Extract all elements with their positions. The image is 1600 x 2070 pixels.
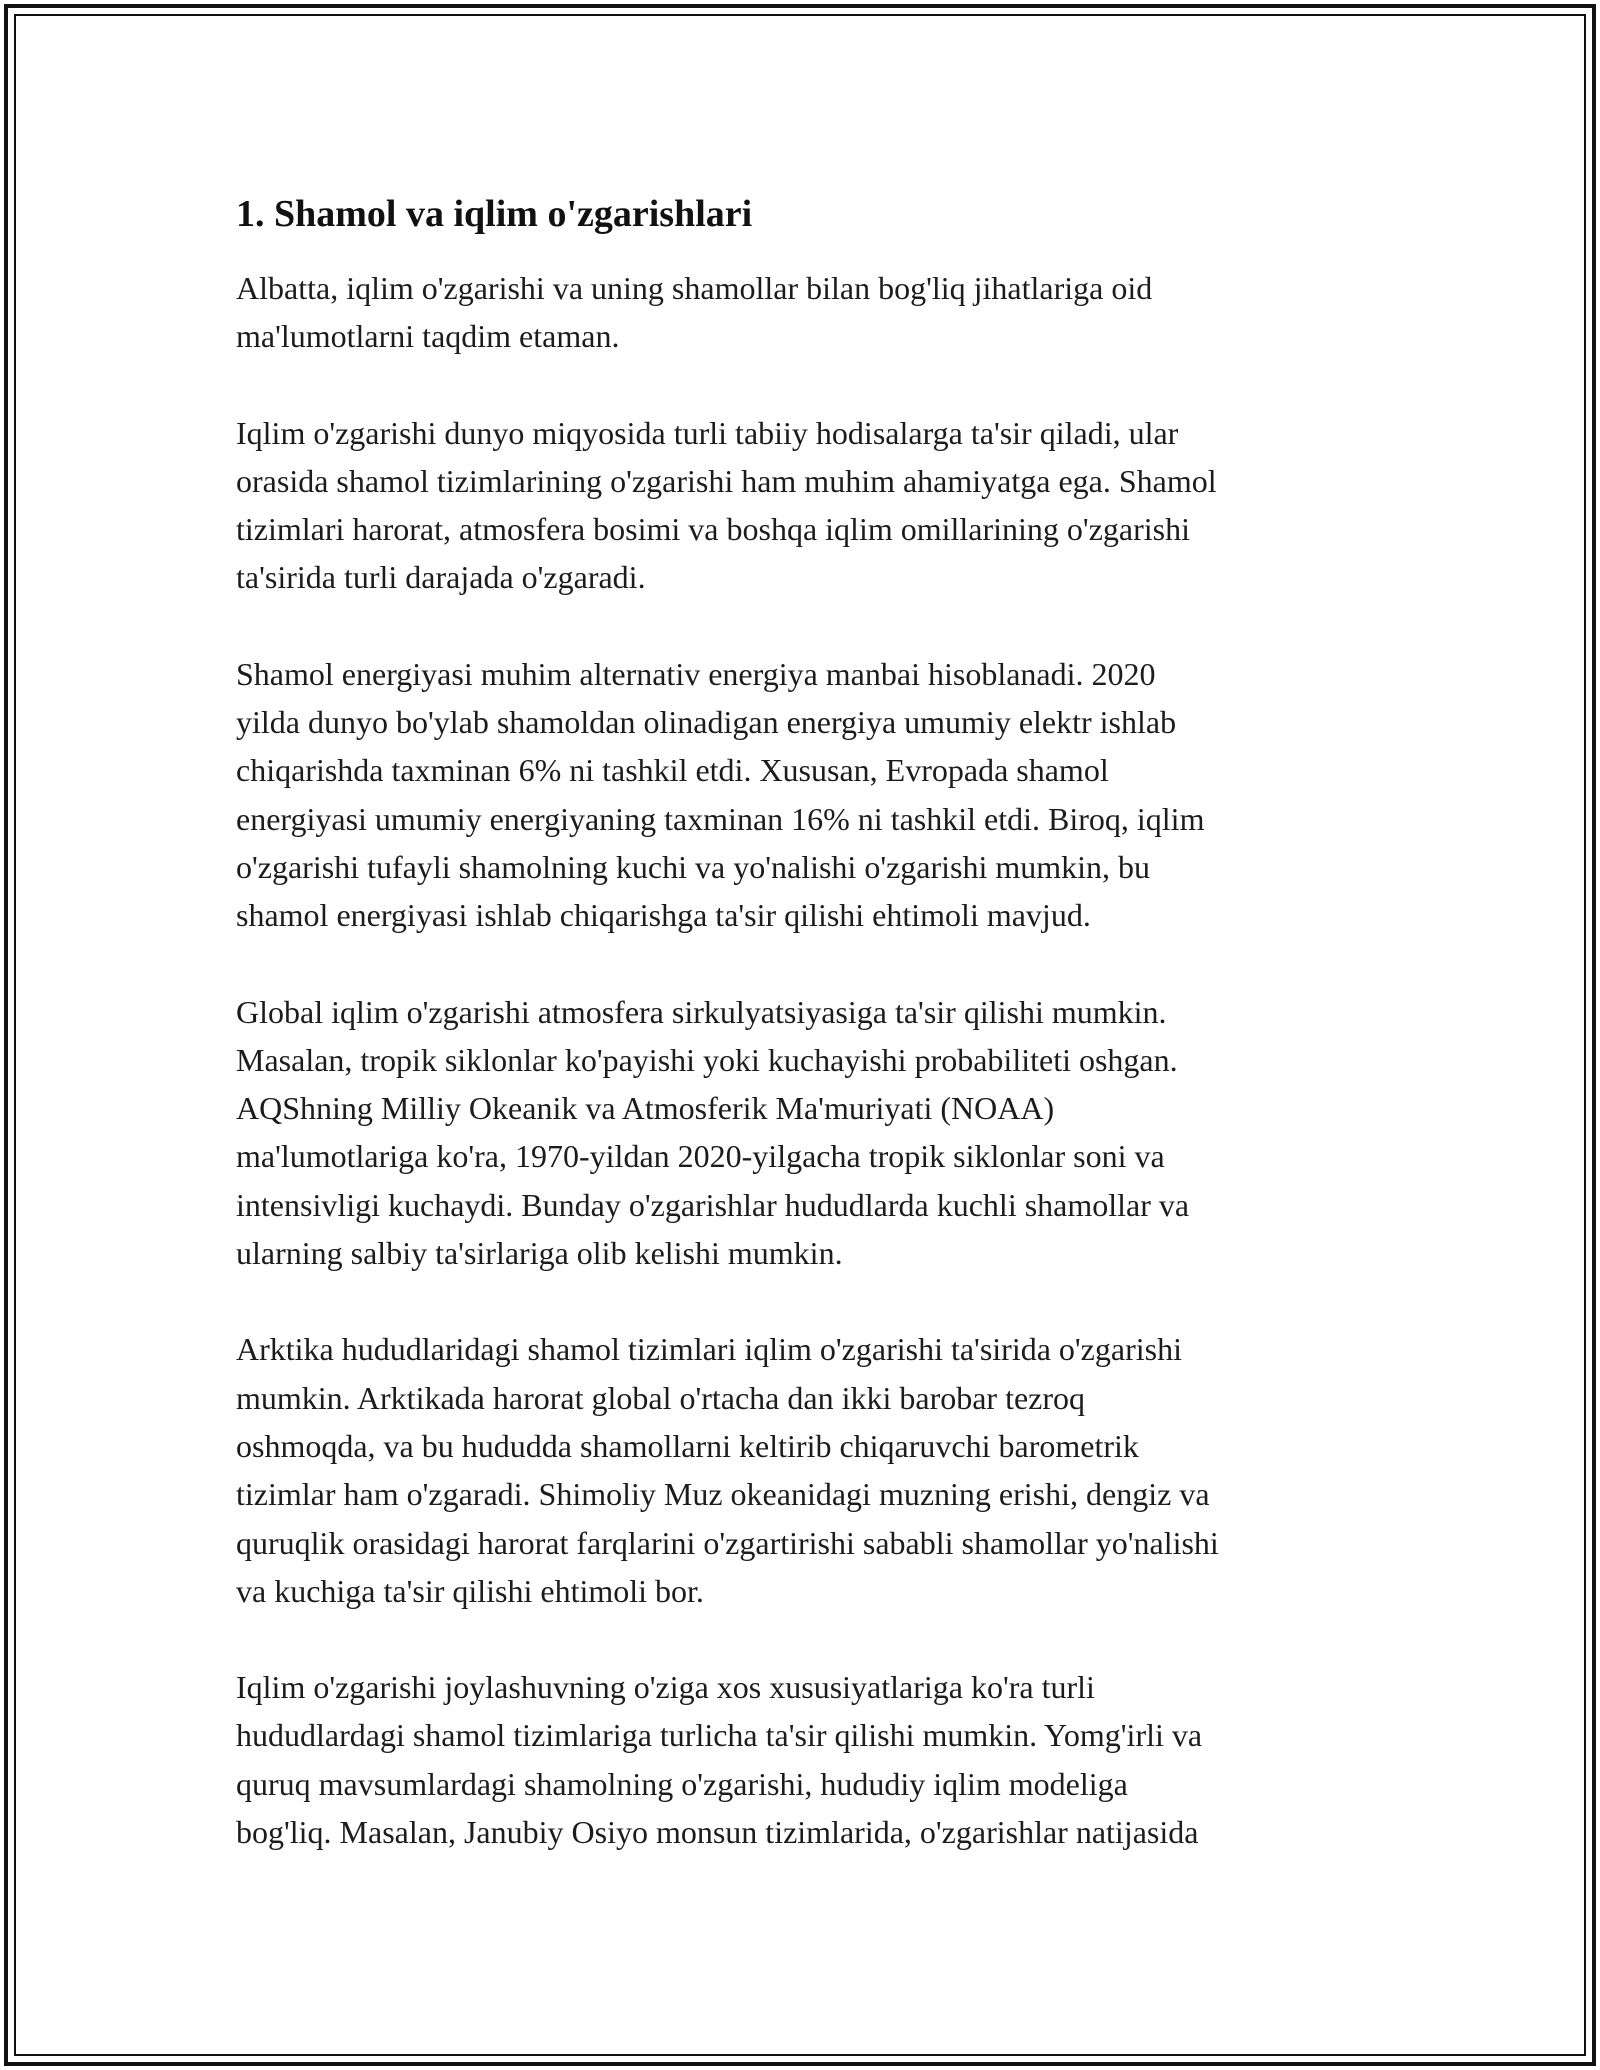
paragraph-line: Shamol energiyasi muhim alternativ energiya manbai hisoblanadi. 2020 — [236, 655, 1156, 692]
paragraph-line: tizimlari harorat, atmosfera bosimi va boshqa iqlim omillarining o'zgarishi — [236, 511, 1190, 548]
paragraph-line: va kuchiga ta'sir qilishi ehtimoli bor. — [236, 1572, 704, 1609]
paragraph-line: tizimlar ham o'zgaradi. Shimoliy Muz okeanidagi muzning erishi, dengiz va — [236, 1476, 1210, 1513]
paragraph — [236, 1325, 1376, 1615]
paragraph-line: ularning salbiy ta'sirlariga olib kelishi mumkin. — [236, 1235, 843, 1272]
paragraph — [236, 409, 1376, 602]
page-title: 1. Shamol va iqlim o'zgarishlari — [236, 193, 753, 235]
paragraph-line: Iqlim o'zgarishi joylashuvning o'ziga xos xususiyatlariga ko'ra turli — [236, 1669, 1095, 1706]
paragraph — [236, 988, 1376, 1278]
paragraph-line: yilda dunyo bo'ylab shamoldan olinadigan energiya umumiy elektr ishlab — [236, 704, 1177, 741]
paragraph-line: quruqlik orasidagi harorat farqlarini o'zgartirishi sababli shamollar yo'nalishi — [236, 1524, 1219, 1561]
paragraph-line: orasida shamol tizimlarining o'zgarishi ham muhim ahamiyatga ega. Shamol — [236, 462, 1217, 499]
paragraph-line: Global iqlim o'zgarishi atmosfera sirkulyatsiyasiga ta'sir qilishi mumkin. — [236, 993, 1167, 1030]
paragraph-line: AQShning Milliy Okeanik va Atmosferik Ma'muriyati (NOAA) — [236, 1090, 1055, 1127]
paragraph-line: Albatta, iqlim o'zgarishi va uning shamollar bilan bog'liq jihatlariga oid — [236, 270, 1153, 306]
paragraph-line: bog'liq. Masalan, Janubiy Osiyo monsun tizimlarida, o'zgarishlar natijasida — [236, 1814, 1199, 1851]
paragraph-line: oshmoqda, va bu hududda shamollarni keltirib chiqaruvchi barometrik — [236, 1427, 1139, 1464]
paragraph-line: shamol energiyasi ishlab chiqarishga ta'sir qilishi ehtimoli mavjud. — [236, 897, 1091, 934]
paragraph-line: mumkin. Arktikada harorat global o'rtacha dan ikki barobar tezroq — [236, 1379, 1086, 1416]
paragraph — [236, 264, 1376, 361]
paragraph-line: ma'lumotlarni taqdim etaman. — [236, 318, 620, 355]
paragraph-line: chiqarishda taxminan 6% ni tashkil etdi. Xususan, Evropada shamol — [236, 752, 1109, 789]
document-body — [236, 186, 1376, 1904]
paragraph-line: ta'sirida turli darajada o'zgaradi. — [236, 559, 646, 596]
paragraph-line: Arktika hududlaridagi shamol tizimlari iqlim o'zgarishi ta'sirida o'zgarishi — [236, 1331, 1182, 1368]
paragraph-line: o'zgarishi tufayli shamolning kuchi va yo'nalishi o'zgarishi mumkin, bu — [236, 848, 1151, 885]
paragraph — [236, 1663, 1376, 1856]
paragraph-line: intensivligi kuchaydi. Bunday o'zgarishlar hududlarda kuchli shamollar va — [236, 1186, 1190, 1223]
paragraph-line: ma'lumotlariga ko'ra, 1970-yildan 2020-yilgacha tropik siklonlar soni va — [236, 1138, 1165, 1175]
paragraph-line: hududlardagi shamol tizimlariga turlicha ta'sir qilishi mumkin. Yomg'irli va — [236, 1717, 1203, 1754]
paragraph-line: quruq mavsumlardagi shamolning o'zgarishi, hududiy iqlim modeliga — [236, 1765, 1128, 1802]
paragraph-list — [236, 264, 1376, 1856]
paragraph-line: energiyasi umumiy energiyaning taxminan 16% ni tashkil etdi. Biroq, iqlim — [236, 800, 1205, 837]
paragraph-line: Masalan, tropik siklonlar ko'payishi yoki kuchayishi probabiliteti oshgan. — [236, 1041, 1178, 1078]
paragraph — [236, 650, 1376, 940]
paragraph-line: Iqlim o'zgarishi dunyo miqyosida turli tabiiy hodisalarga ta'sir qiladi, ular — [236, 414, 1179, 451]
